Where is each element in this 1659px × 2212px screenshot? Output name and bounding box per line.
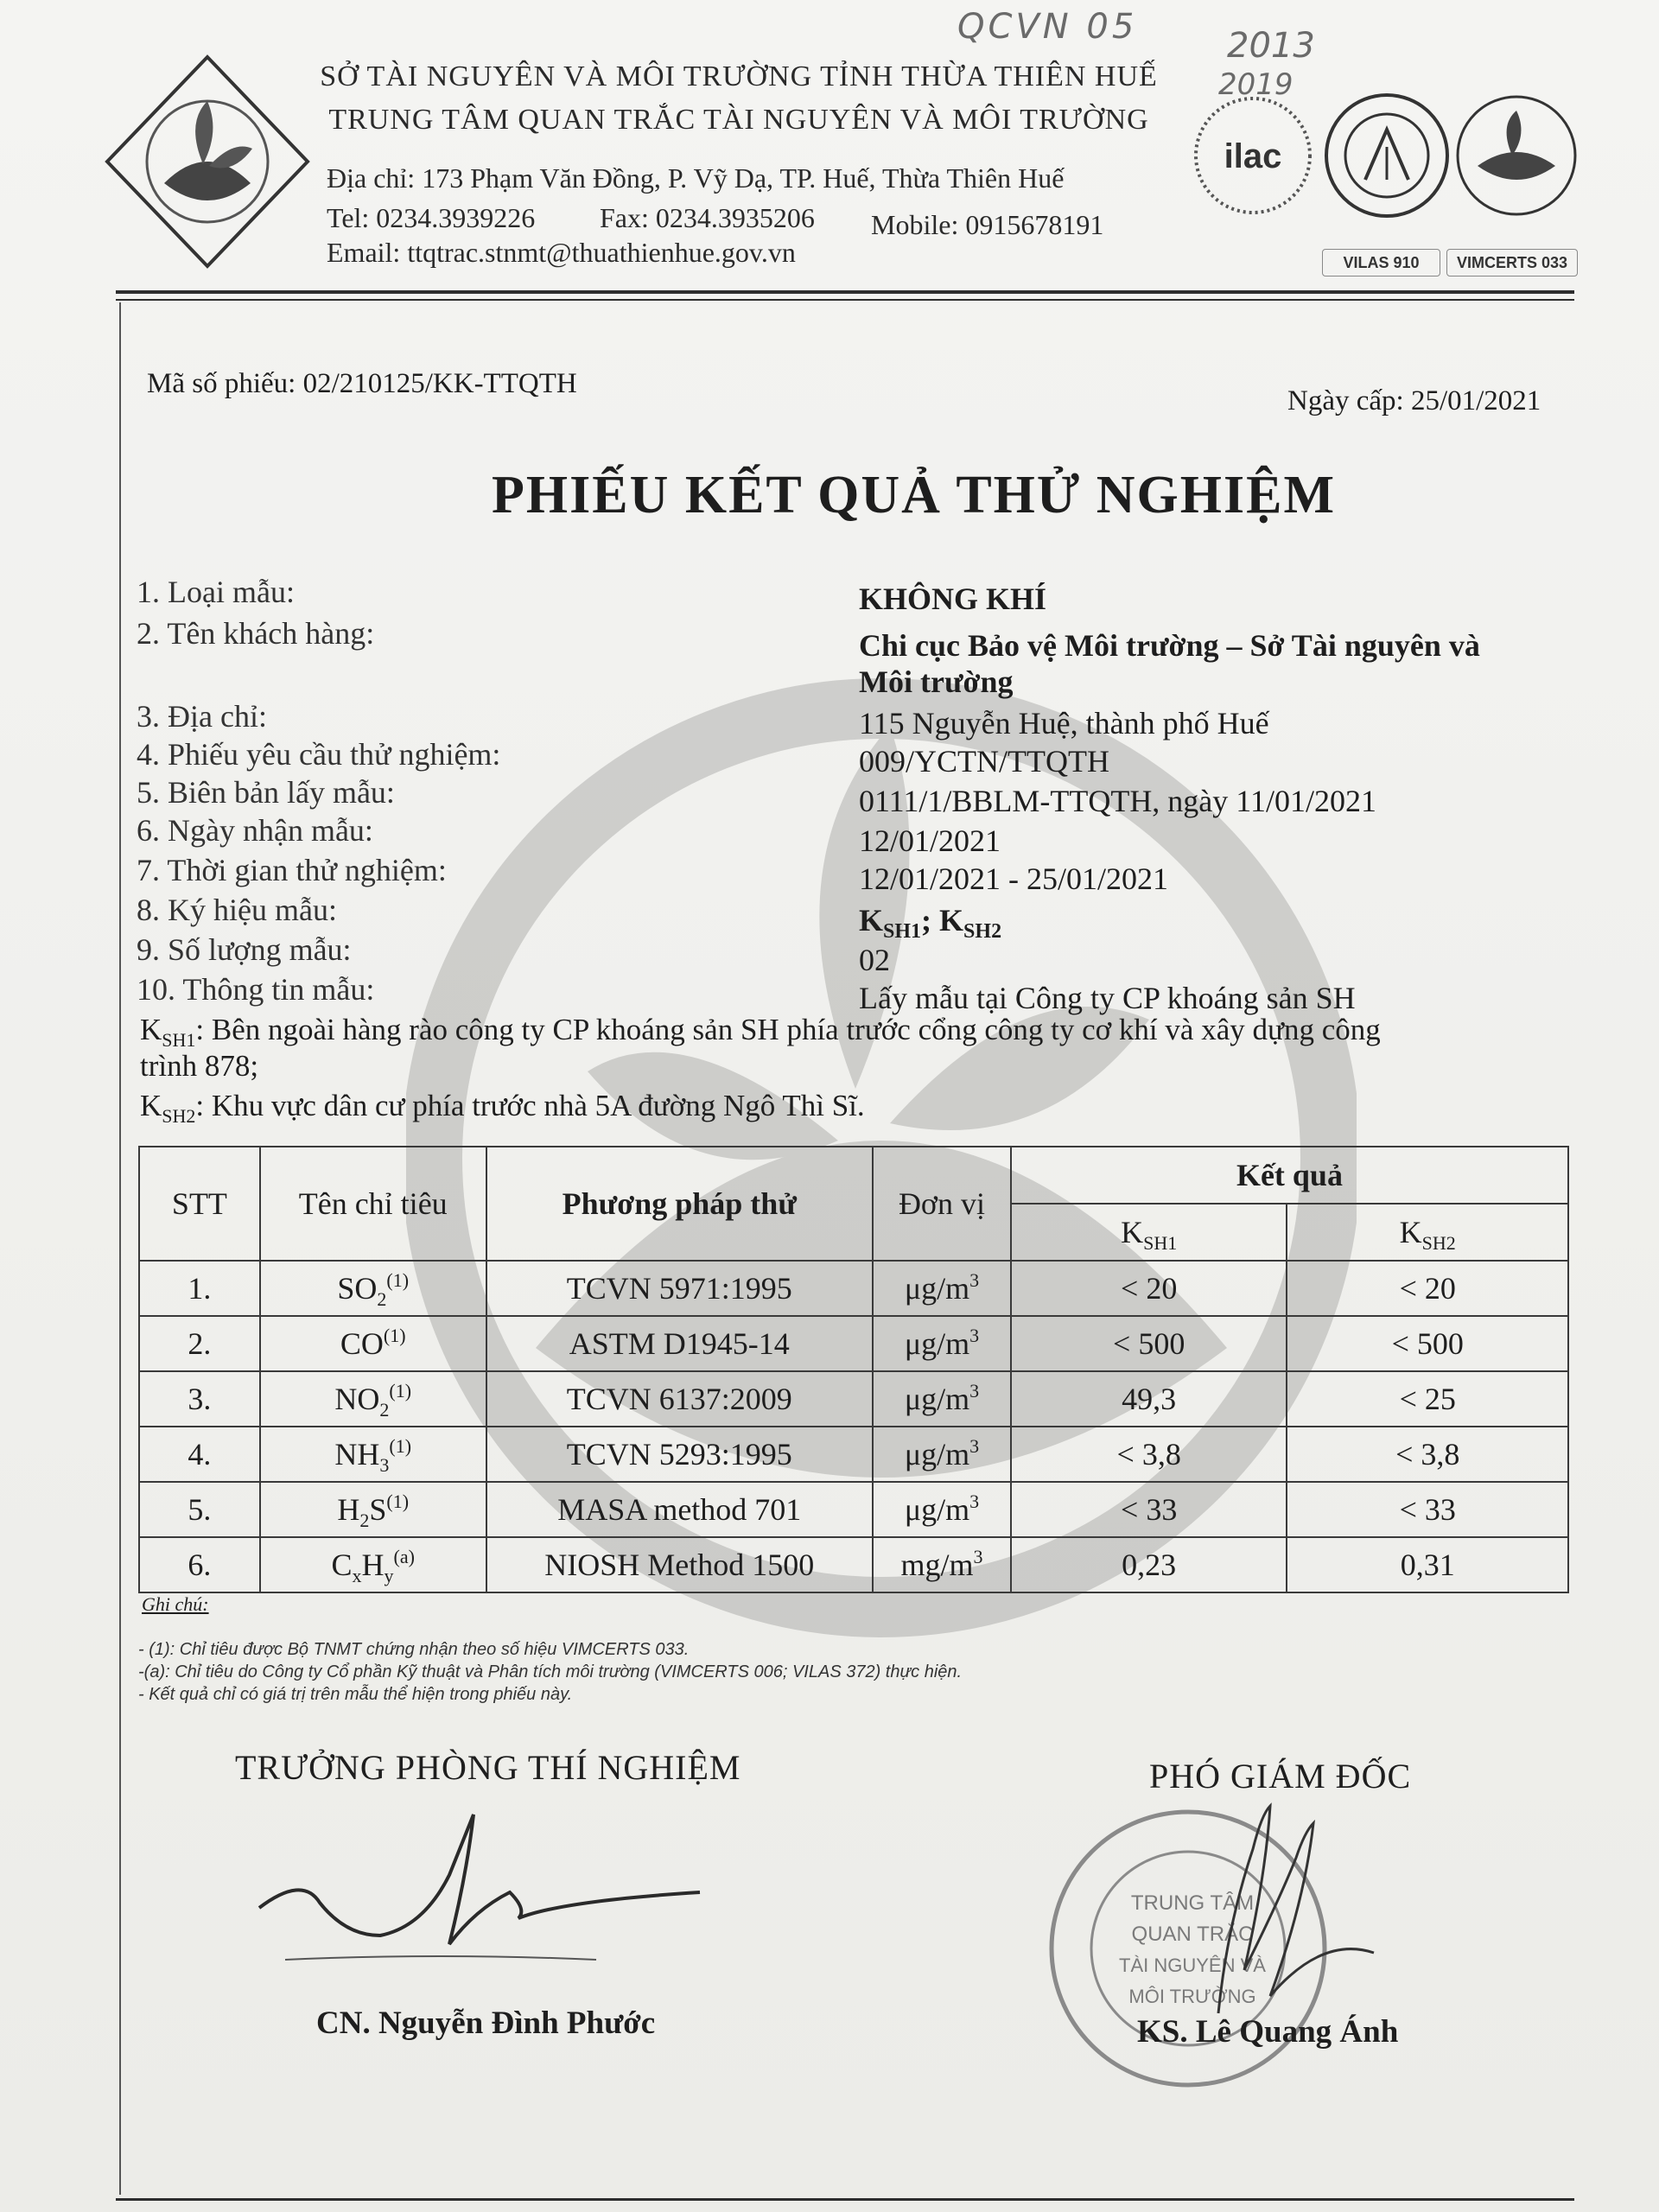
org-mobile: Mobile: 0915678191 (871, 209, 1104, 240)
org-email: Email: ttqtrac.stnmt@thuathienhue.gov.vn (327, 237, 796, 268)
test-period: 12/01/2021 - 25/01/2021 (859, 861, 1168, 896)
note-ksh1-cont: trình 878; (140, 1049, 259, 1083)
note-ksh2: $K_{SH2}$: Khu vực dân cư phía trước nhà 5A đường Ngô Thì Sĩ. (140, 1089, 865, 1127)
info-label-7: 7. Thời gian thử nghiệm: (137, 853, 447, 887)
info-label-6: 6. Ngày nhận mẫu: (137, 813, 373, 848)
boa-seal-icon (1326, 95, 1447, 216)
left-signature-icon (251, 1806, 734, 1979)
org-line-2: TRUNG TÂM QUAN TRẮC TÀI NGUYÊN VÀ MÔI TRƯỜNG (328, 104, 1149, 136)
header-parameter: Tên chỉ tiêu (260, 1147, 486, 1261)
notes-heading: Ghi chú: (142, 1593, 209, 1615)
cell-unit: $\mu g/m^3$ (873, 1427, 1011, 1482)
cell-method: TCVN 6137:2009 (486, 1371, 873, 1427)
cell-stt: 4. (139, 1427, 260, 1482)
header-results: Kết quả (1011, 1147, 1568, 1204)
info-label-4: 4. Phiếu yêu cầu thử nghiệm: (137, 737, 501, 772)
left-margin-rule (119, 302, 121, 2195)
cell-parameter: CO$^{(1)}$ (260, 1316, 486, 1371)
accreditation-seals (1192, 86, 1581, 251)
sample-type: KHÔNG KHÍ (859, 582, 1047, 616)
cell-unit: $\mu g/m^3$ (873, 1261, 1011, 1316)
ilac-text: ilac (1224, 137, 1282, 175)
right-signer-role: PHÓ GIÁM ĐỐC (1149, 1757, 1412, 1796)
header-rule-thick (116, 290, 1574, 294)
table-row (139, 1537, 1568, 1592)
cell-method: MASA method 701 (486, 1482, 873, 1537)
cell-unit: $\mu g/m^3$ (873, 1316, 1011, 1371)
header-unit: Đơn vị (873, 1147, 1011, 1261)
cell-ksh2: < 25 (1287, 1371, 1568, 1427)
cell-parameter: $NH_3^{(1)}$ (260, 1427, 486, 1482)
table-row (139, 1427, 1568, 1482)
cell-ksh1: 49,3 (1011, 1371, 1287, 1427)
cell-unit: $\mu g/m^3$ (873, 1482, 1011, 1537)
org-line-1: SỞ TÀI NGUYÊN VÀ MÔI TRƯỜNG TỈNH THỪA THIÊN HUẾ (320, 60, 1158, 92)
issue-date: Ngày cấp: 25/01/2021 (1287, 385, 1541, 416)
footnote-1: - (1): Chỉ tiêu được Bộ TNMT chứng nhận theo số hiệu VIMCERTS 033. (138, 1640, 690, 1659)
table-header-row (139, 1147, 1568, 1204)
header-stt: STT (139, 1147, 260, 1261)
table-row (139, 1261, 1568, 1316)
cell-parameter: $NO_2^{(1)}$ (260, 1371, 486, 1427)
info-label-2: 2. Tên khách hàng: (137, 616, 375, 651)
left-signer-role: TRƯỞNG PHÒNG THÍ NGHIỆM (235, 1748, 741, 1787)
sample-count: 02 (859, 943, 890, 977)
cell-ksh2: < 500 (1287, 1316, 1568, 1371)
org-address: Địa chỉ: 173 Phạm Văn Đồng, P. Vỹ Dạ, TP. Huế, Thừa Thiên Huế (327, 162, 1065, 194)
cell-stt: 2. (139, 1316, 260, 1371)
sample-info: Lấy mẫu tại Công ty CP khoáng sản SH (859, 981, 1356, 1015)
header-method: Phương pháp thử (486, 1147, 873, 1261)
cell-ksh1: < 33 (1011, 1482, 1287, 1537)
header-ksh2: $K_{SH2}$ (1287, 1204, 1568, 1261)
sample-codes: $K_{SH1}$; $K_{SH2}$ (859, 903, 1002, 944)
stamp-line-2: QUAN TRẮC (1131, 1923, 1254, 1946)
cell-ksh1: < 3,8 (1011, 1427, 1287, 1482)
right-signature-icon (1166, 1797, 1452, 2022)
vimcerts-seal-icon (1458, 97, 1575, 214)
table-row (139, 1482, 1568, 1537)
stamp-line-3: TÀI NGUYÊN VÀ (1119, 1955, 1266, 1976)
cell-method: ASTM D1945-14 (486, 1316, 873, 1371)
right-signer-name: KS. Lê Quang Ánh (1137, 2014, 1399, 2050)
cell-parameter: $H_2S^{(1)}$ (260, 1482, 486, 1537)
cell-ksh1: < 500 (1011, 1316, 1287, 1371)
center-logo-icon (104, 54, 311, 270)
cell-method: TCVN 5293:1995 (486, 1427, 873, 1482)
org-fax: Fax: 0234.3935206 (600, 202, 815, 233)
table-row (139, 1371, 1568, 1427)
handwritten-note-2019: 2019 (1218, 67, 1294, 102)
report-number: Mã số phiếu: 02/210125/KK-TTQTH (147, 368, 577, 399)
info-label-5: 5. Biên bản lấy mẫu: (137, 775, 395, 810)
badge-vilas: VILAS 910 (1322, 249, 1440, 276)
footnote-3: - Kết quả chỉ có giá trị trên mẫu thể hiện trong phiếu này. (138, 1685, 573, 1704)
cell-parameter: $C_xH_y^{(a)}$ (260, 1537, 486, 1592)
cell-method: TCVN 5971:1995 (486, 1261, 873, 1316)
header-ksh1: $K_{SH1}$ (1011, 1204, 1287, 1261)
cell-ksh2: < 3,8 (1287, 1427, 1568, 1482)
stamp-line-1: TRUNG TÂM (1130, 1891, 1255, 1915)
footer-rule (116, 2198, 1574, 2201)
footnote-2: -(a): Chỉ tiêu do Công ty Cổ phần Kỹ thuật và Phân tích môi trường (VIMCERTS 006; VILAS 372) thực hiện. (138, 1662, 963, 1681)
note-ksh1: $K_{SH1}$: Bên ngoài hàng rào công ty CP khoáng sản SH phía trước cổng công ty cơ khí và xây dựng công (140, 1013, 1381, 1051)
page-title: PHIẾU KẾT QUẢ THỬ NGHIỆM (492, 466, 1336, 524)
info-label-3: 3. Địa chỉ: (137, 699, 267, 734)
cell-stt: 1. (139, 1261, 260, 1316)
cell-unit: $mg/m^3$ (873, 1537, 1011, 1592)
org-tel: Tel: 0234.3939226 (327, 202, 536, 233)
customer-name-line-1: Chi cục Bảo vệ Môi trường – Sở Tài nguyên và (859, 628, 1480, 663)
cell-ksh2: < 20 (1287, 1261, 1568, 1316)
cell-parameter: $SO_2^{(1)}$ (260, 1261, 486, 1316)
ilac-seal-icon (1196, 99, 1310, 213)
sampling-record: 0111/1/BBLM-TTQTH, ngày 11/01/2021 (859, 784, 1376, 818)
request-number: 009/YCTN/TTQTH (859, 744, 1109, 779)
results-table (138, 1146, 1569, 1593)
left-signer-name: CN. Nguyễn Đình Phước (316, 2005, 656, 2041)
cell-method: NIOSH Method 1500 (486, 1537, 873, 1592)
cell-stt: 5. (139, 1482, 260, 1537)
handwritten-note-qcvn: QCVN 05 (957, 7, 1138, 47)
cell-ksh1: 0,23 (1011, 1537, 1287, 1592)
handwritten-note-2013: 2013 (1227, 26, 1315, 66)
cell-ksh2: < 33 (1287, 1482, 1568, 1537)
badge-vimcerts: VIMCERTS 033 (1446, 249, 1578, 276)
customer-name-line-2: Môi trường (859, 664, 1014, 699)
cell-unit: $\mu g/m^3$ (873, 1371, 1011, 1427)
stamp-line-4: MÔI TRƯỜNG (1128, 1986, 1256, 2007)
header-rule-thin (116, 299, 1574, 301)
table-row (139, 1316, 1568, 1371)
info-label-9: 9. Số lượng mẫu: (137, 932, 352, 967)
cell-ksh1: < 20 (1011, 1261, 1287, 1316)
cell-ksh2: 0,31 (1287, 1537, 1568, 1592)
info-label-1: 1. Loại mẫu: (137, 575, 295, 609)
cell-stt: 3. (139, 1371, 260, 1427)
cell-stt: 6. (139, 1537, 260, 1592)
info-label-10: 10. Thông tin mẫu: (137, 972, 375, 1007)
received-date: 12/01/2021 (859, 823, 1001, 858)
customer-address: 115 Nguyễn Huệ, thành phố Huế (859, 706, 1269, 741)
info-label-8: 8. Ký hiệu mẫu: (137, 893, 337, 927)
